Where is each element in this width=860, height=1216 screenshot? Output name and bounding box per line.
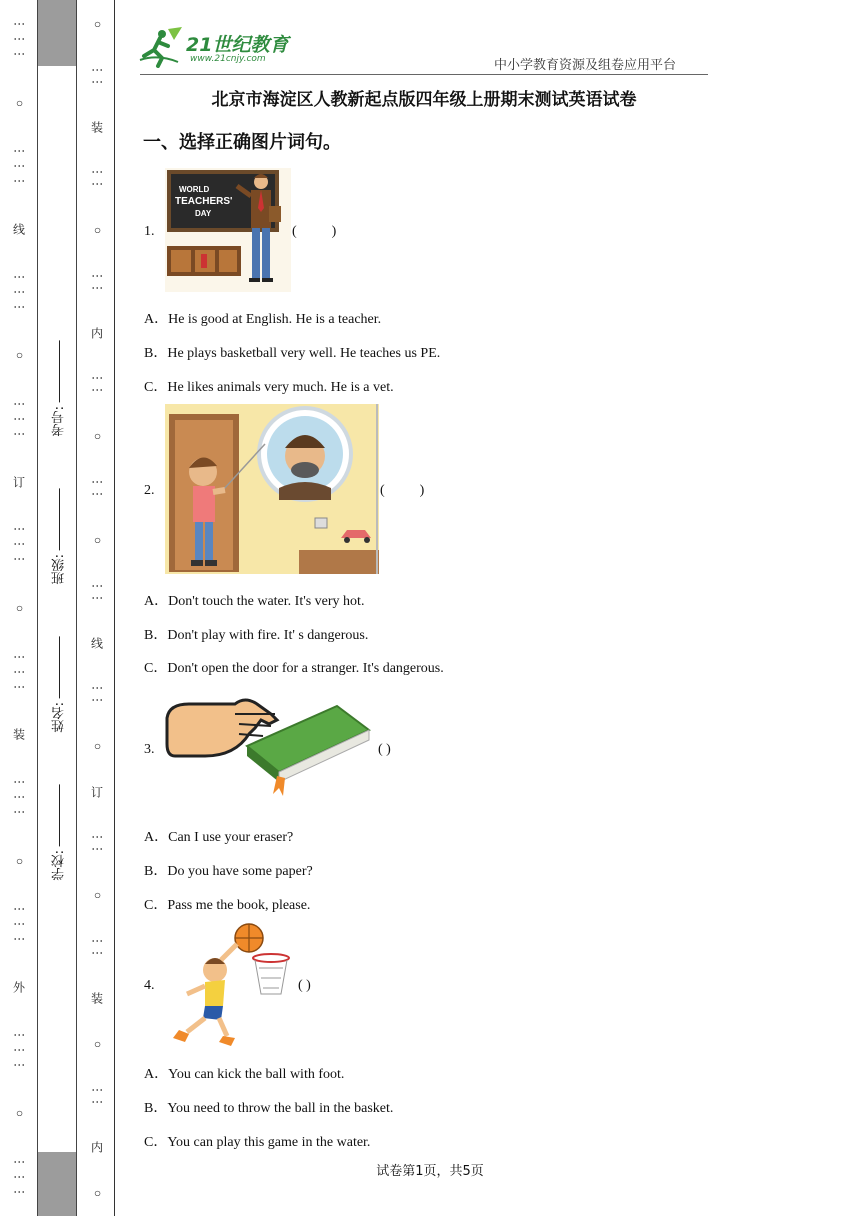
cut-circle: ○ bbox=[90, 1185, 105, 1200]
logo bbox=[138, 26, 318, 68]
name-label: 姓名: bbox=[51, 701, 67, 733]
logo-wordmark: 21世纪教育 bbox=[186, 34, 289, 56]
cut-circle: ○ bbox=[90, 1036, 105, 1051]
svg-text:DAY: DAY bbox=[195, 209, 212, 218]
exam-number-blank[interactable] bbox=[59, 340, 60, 402]
question-2-option-a[interactable]: A．Don't touch the water. It's very hot. bbox=[144, 594, 365, 609]
dot-run: ⋮⋮ bbox=[90, 371, 105, 396]
logo-url: www.21cnjy.com bbox=[190, 54, 266, 64]
cut-mark-ding: 订 bbox=[11, 475, 26, 488]
cut-mark-zhuang: 装 bbox=[11, 728, 26, 741]
dot-run: ⋮ ⋮ ⋮ bbox=[12, 270, 27, 313]
class-blank[interactable] bbox=[59, 488, 60, 550]
cut-mark-nei: 内 bbox=[89, 1140, 104, 1153]
cut-circle: ○ bbox=[90, 738, 105, 753]
cut-circle: ○ bbox=[12, 348, 27, 363]
question-2-number: 2. bbox=[144, 483, 155, 498]
question-3-option-b[interactable]: B．Do you have some paper? bbox=[144, 864, 313, 879]
svg-text:TEACHERS': TEACHERS' bbox=[175, 196, 233, 207]
class-label: 班级: bbox=[51, 553, 67, 585]
cut-mark-wai: 外 bbox=[11, 980, 26, 993]
cut-mark-zhuang: 装 bbox=[89, 120, 104, 133]
exam-number-label: 考号: bbox=[51, 406, 67, 437]
question-2-option-c[interactable]: C．Don't open the door for a stranger. It's dangerous. bbox=[144, 661, 444, 676]
question-1-answer-blank[interactable]: ( ) bbox=[292, 224, 337, 239]
school-blank[interactable] bbox=[59, 784, 60, 846]
question-4-option-b[interactable]: B．You need to throw the ball in the basket. bbox=[144, 1101, 394, 1116]
header-rule bbox=[140, 74, 708, 75]
dot-run: ⋮ ⋮ ⋮ bbox=[12, 650, 27, 693]
dot-run: ⋮⋮ bbox=[90, 934, 105, 959]
dot-run: ⋮ ⋮ ⋮ bbox=[12, 523, 27, 566]
outer-dotted-cut-line bbox=[4, 0, 34, 1216]
boy-dunking-basketball-image bbox=[165, 922, 295, 1048]
binding-gray-top bbox=[38, 0, 76, 66]
runner-logo-icon bbox=[138, 26, 186, 68]
cut-circle: ○ bbox=[12, 853, 27, 868]
inner-dotted-cut-line bbox=[86, 0, 108, 1216]
question-4-option-a[interactable]: A．You can kick the ball with foot. bbox=[144, 1067, 345, 1082]
hand-passing-book-image bbox=[165, 690, 375, 800]
name-blank[interactable] bbox=[59, 636, 60, 698]
cut-circle: ○ bbox=[90, 887, 105, 902]
cut-mark-xian: 线 bbox=[11, 222, 26, 235]
cut-circle: ○ bbox=[90, 222, 105, 237]
class-field[interactable] bbox=[50, 488, 69, 584]
dot-run: ⋮ ⋮ ⋮ bbox=[12, 775, 27, 818]
school-field[interactable] bbox=[50, 784, 69, 880]
document-title: 北京市海淀区人教新起点版四年级上册期末测试英语试卷 bbox=[211, 90, 637, 110]
dot-run: ⋮ ⋮ ⋮ bbox=[12, 1155, 27, 1198]
dot-run: ⋮⋮ bbox=[90, 579, 105, 604]
question-4-answer-blank[interactable]: ( ) bbox=[298, 978, 311, 993]
question-1-number: 1. bbox=[144, 224, 155, 239]
question-3-number: 3. bbox=[144, 742, 155, 757]
dot-run: ⋮ ⋮ ⋮ bbox=[12, 397, 27, 440]
question-1-option-c[interactable]: C．He likes animals very much. He is a vet. bbox=[144, 380, 394, 395]
dot-run: ⋮⋮ bbox=[90, 681, 105, 706]
question-1-option-b[interactable]: B．He plays basketball very well. He teaches us PE. bbox=[144, 346, 441, 361]
dot-run: ⋮⋮ bbox=[90, 165, 105, 190]
cut-circle: ○ bbox=[90, 16, 105, 31]
cut-mark-xian: 线 bbox=[89, 636, 104, 649]
dot-run: ⋮ ⋮ ⋮ bbox=[12, 1028, 27, 1071]
boy-at-door-image bbox=[165, 404, 379, 574]
question-3-option-c[interactable]: C．Pass me the book, please. bbox=[144, 898, 311, 913]
page-footer: 试卷第1页，共5页 bbox=[376, 1164, 484, 1179]
name-field[interactable] bbox=[50, 636, 69, 732]
question-2-answer-blank[interactable]: ( ) bbox=[380, 483, 425, 498]
cut-circle: ○ bbox=[12, 600, 27, 615]
svg-text:WORLD: WORLD bbox=[179, 185, 210, 194]
dot-run: ⋮⋮ bbox=[90, 1083, 105, 1108]
dot-run: ⋮⋮ bbox=[90, 475, 105, 500]
cut-mark-zhuang: 装 bbox=[89, 991, 104, 1004]
student-info-fields bbox=[42, 340, 76, 880]
dot-run: ⋮ ⋮ ⋮ bbox=[12, 903, 27, 946]
question-3-option-a[interactable]: A．Can I use your eraser? bbox=[144, 830, 294, 845]
dot-run: ⋮⋮ bbox=[90, 269, 105, 294]
cut-circle: ○ bbox=[12, 1106, 27, 1121]
cut-mark-nei: 内 bbox=[89, 326, 104, 339]
dot-run: ⋮ ⋮ ⋮ bbox=[12, 145, 27, 188]
dot-run: ⋮⋮ bbox=[90, 63, 105, 88]
cut-circle: ○ bbox=[90, 532, 105, 547]
exam-number-field[interactable] bbox=[50, 340, 69, 436]
cut-mark-ding: 订 bbox=[89, 785, 104, 798]
question-4-number: 4. bbox=[144, 978, 155, 993]
question-3-answer-blank[interactable]: ( ) bbox=[378, 742, 391, 757]
dot-run: ⋮ ⋮ ⋮ bbox=[12, 17, 27, 60]
teacher-at-blackboard-image bbox=[165, 168, 291, 292]
margin-right-rule bbox=[114, 0, 115, 1216]
question-4-option-c[interactable]: C．You can play this game in the water. bbox=[144, 1135, 371, 1150]
question-2-option-b[interactable]: B．Don't play with fire. It' s dangerous. bbox=[144, 628, 369, 643]
platform-name: 中小学教育资源及组卷应用平台 bbox=[494, 58, 677, 73]
section-title: 一、选择正确图片词句。 bbox=[143, 132, 341, 153]
cut-circle: ○ bbox=[90, 428, 105, 443]
cut-circle: ○ bbox=[12, 95, 27, 110]
school-label: 学校: bbox=[51, 849, 67, 880]
dot-run: ⋮⋮ bbox=[90, 830, 105, 855]
question-1-option-a[interactable]: A．He is good at English. He is a teacher. bbox=[144, 312, 382, 327]
